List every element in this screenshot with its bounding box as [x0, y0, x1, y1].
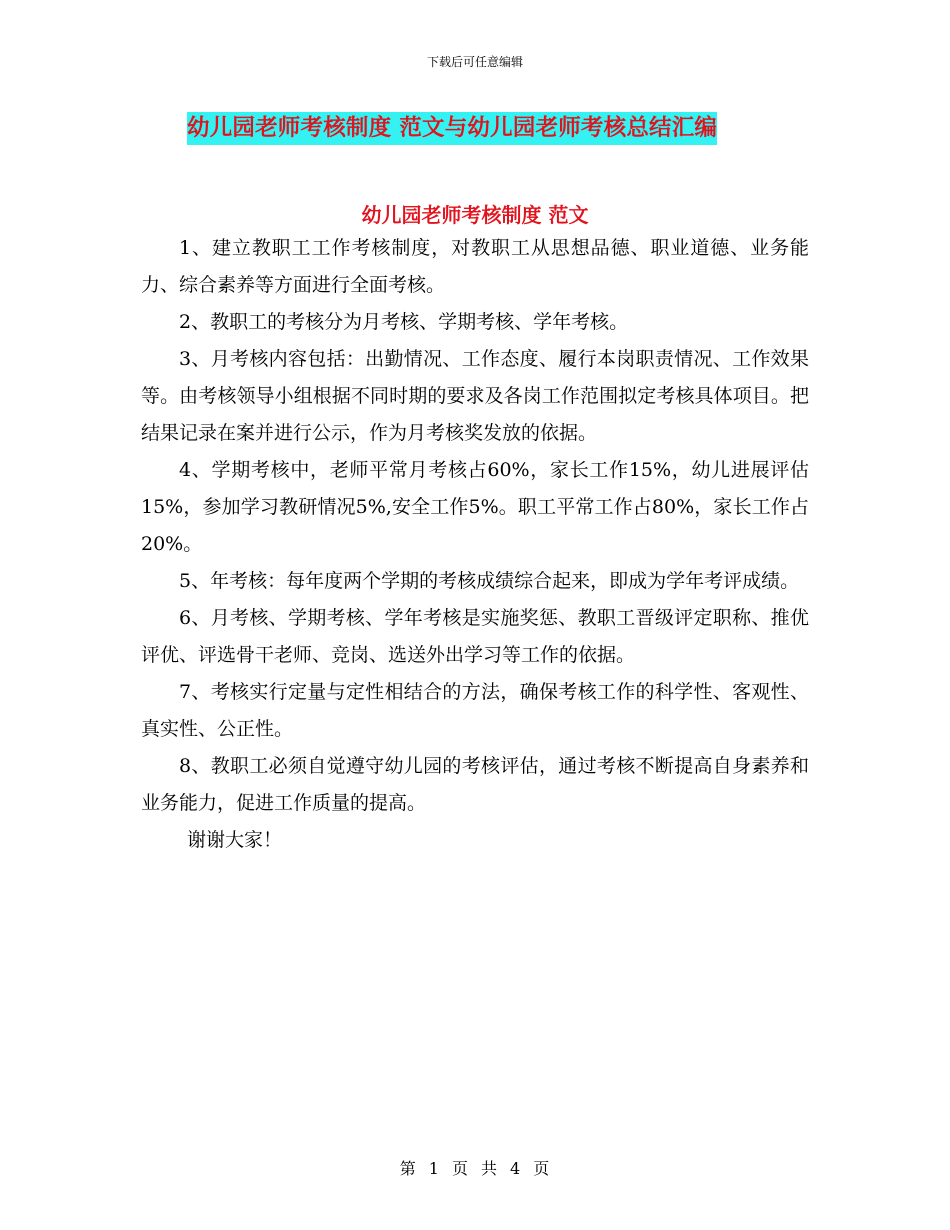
- document-body: [141, 230, 809, 859]
- paragraph-8: 8、教职工必须自觉遵守幼儿园的考核评估，通过考核不断提高自身素养和业务能力，促进工作质量的提高。: [141, 755, 809, 814]
- page-total: 4: [510, 1159, 522, 1178]
- section-title: 幼儿园老师考核制度 范文: [361, 203, 589, 227]
- paragraph-5: 5、年考核：每年度两个学期的考核成绩综合起来，即成为学年考评成绩。: [179, 570, 800, 592]
- page-suffix: 页: [533, 1159, 551, 1178]
- paragraph-2: 2、教职工的考核分为月考核、学期考核、学年考核。: [179, 311, 629, 333]
- page-total-prefix: 共: [481, 1159, 499, 1178]
- page-prefix: 第: [399, 1159, 417, 1178]
- paragraph-4: 4、学期考核中，老师平常月考核占60%，家长工作15%，幼儿进展评估15%，参加学习教研情况5%,安全工作5%。职工平常工作占80%，家长工作占20%。: [141, 459, 809, 555]
- paragraph-3: 3、月考核内容包括：出勤情况、工作态度、履行本岗职责情况、工作效果等。由考核领导小组根据不同时期的要求及各岗工作范围拟定考核具体项目。把结果记录在案并进行公示，作为月考核奖发放的依据。: [141, 348, 809, 444]
- main-title-container: [187, 112, 809, 145]
- paragraph-1: 1、建立教职工工作考核制度，对教职工从思想品德、职业道德、业务能力、综合素养等方面进行全面考核。: [141, 237, 809, 296]
- page-mid: 页: [451, 1159, 469, 1178]
- paragraph-6: 6、月考核、学期考核、学年考核是实施奖惩、教职工晋级评定职称、推优评优、评选骨干老师、竞岗、选送外出学习等工作的依据。: [141, 607, 809, 666]
- header-note: 下载后可任意编辑: [426, 55, 523, 69]
- page-current: 1: [428, 1159, 440, 1178]
- paragraph-7: 7、考核实行定量与定性相结合的方法，确保考核工作的科学性、客观性、真实性、公正性。: [141, 681, 809, 740]
- main-title: 幼儿园老师考核制度 范文与幼儿园老师考核总结汇编: [187, 112, 717, 145]
- page-number-footer: [0, 1156, 950, 1179]
- closing-remark: 谢谢大家！: [187, 829, 283, 851]
